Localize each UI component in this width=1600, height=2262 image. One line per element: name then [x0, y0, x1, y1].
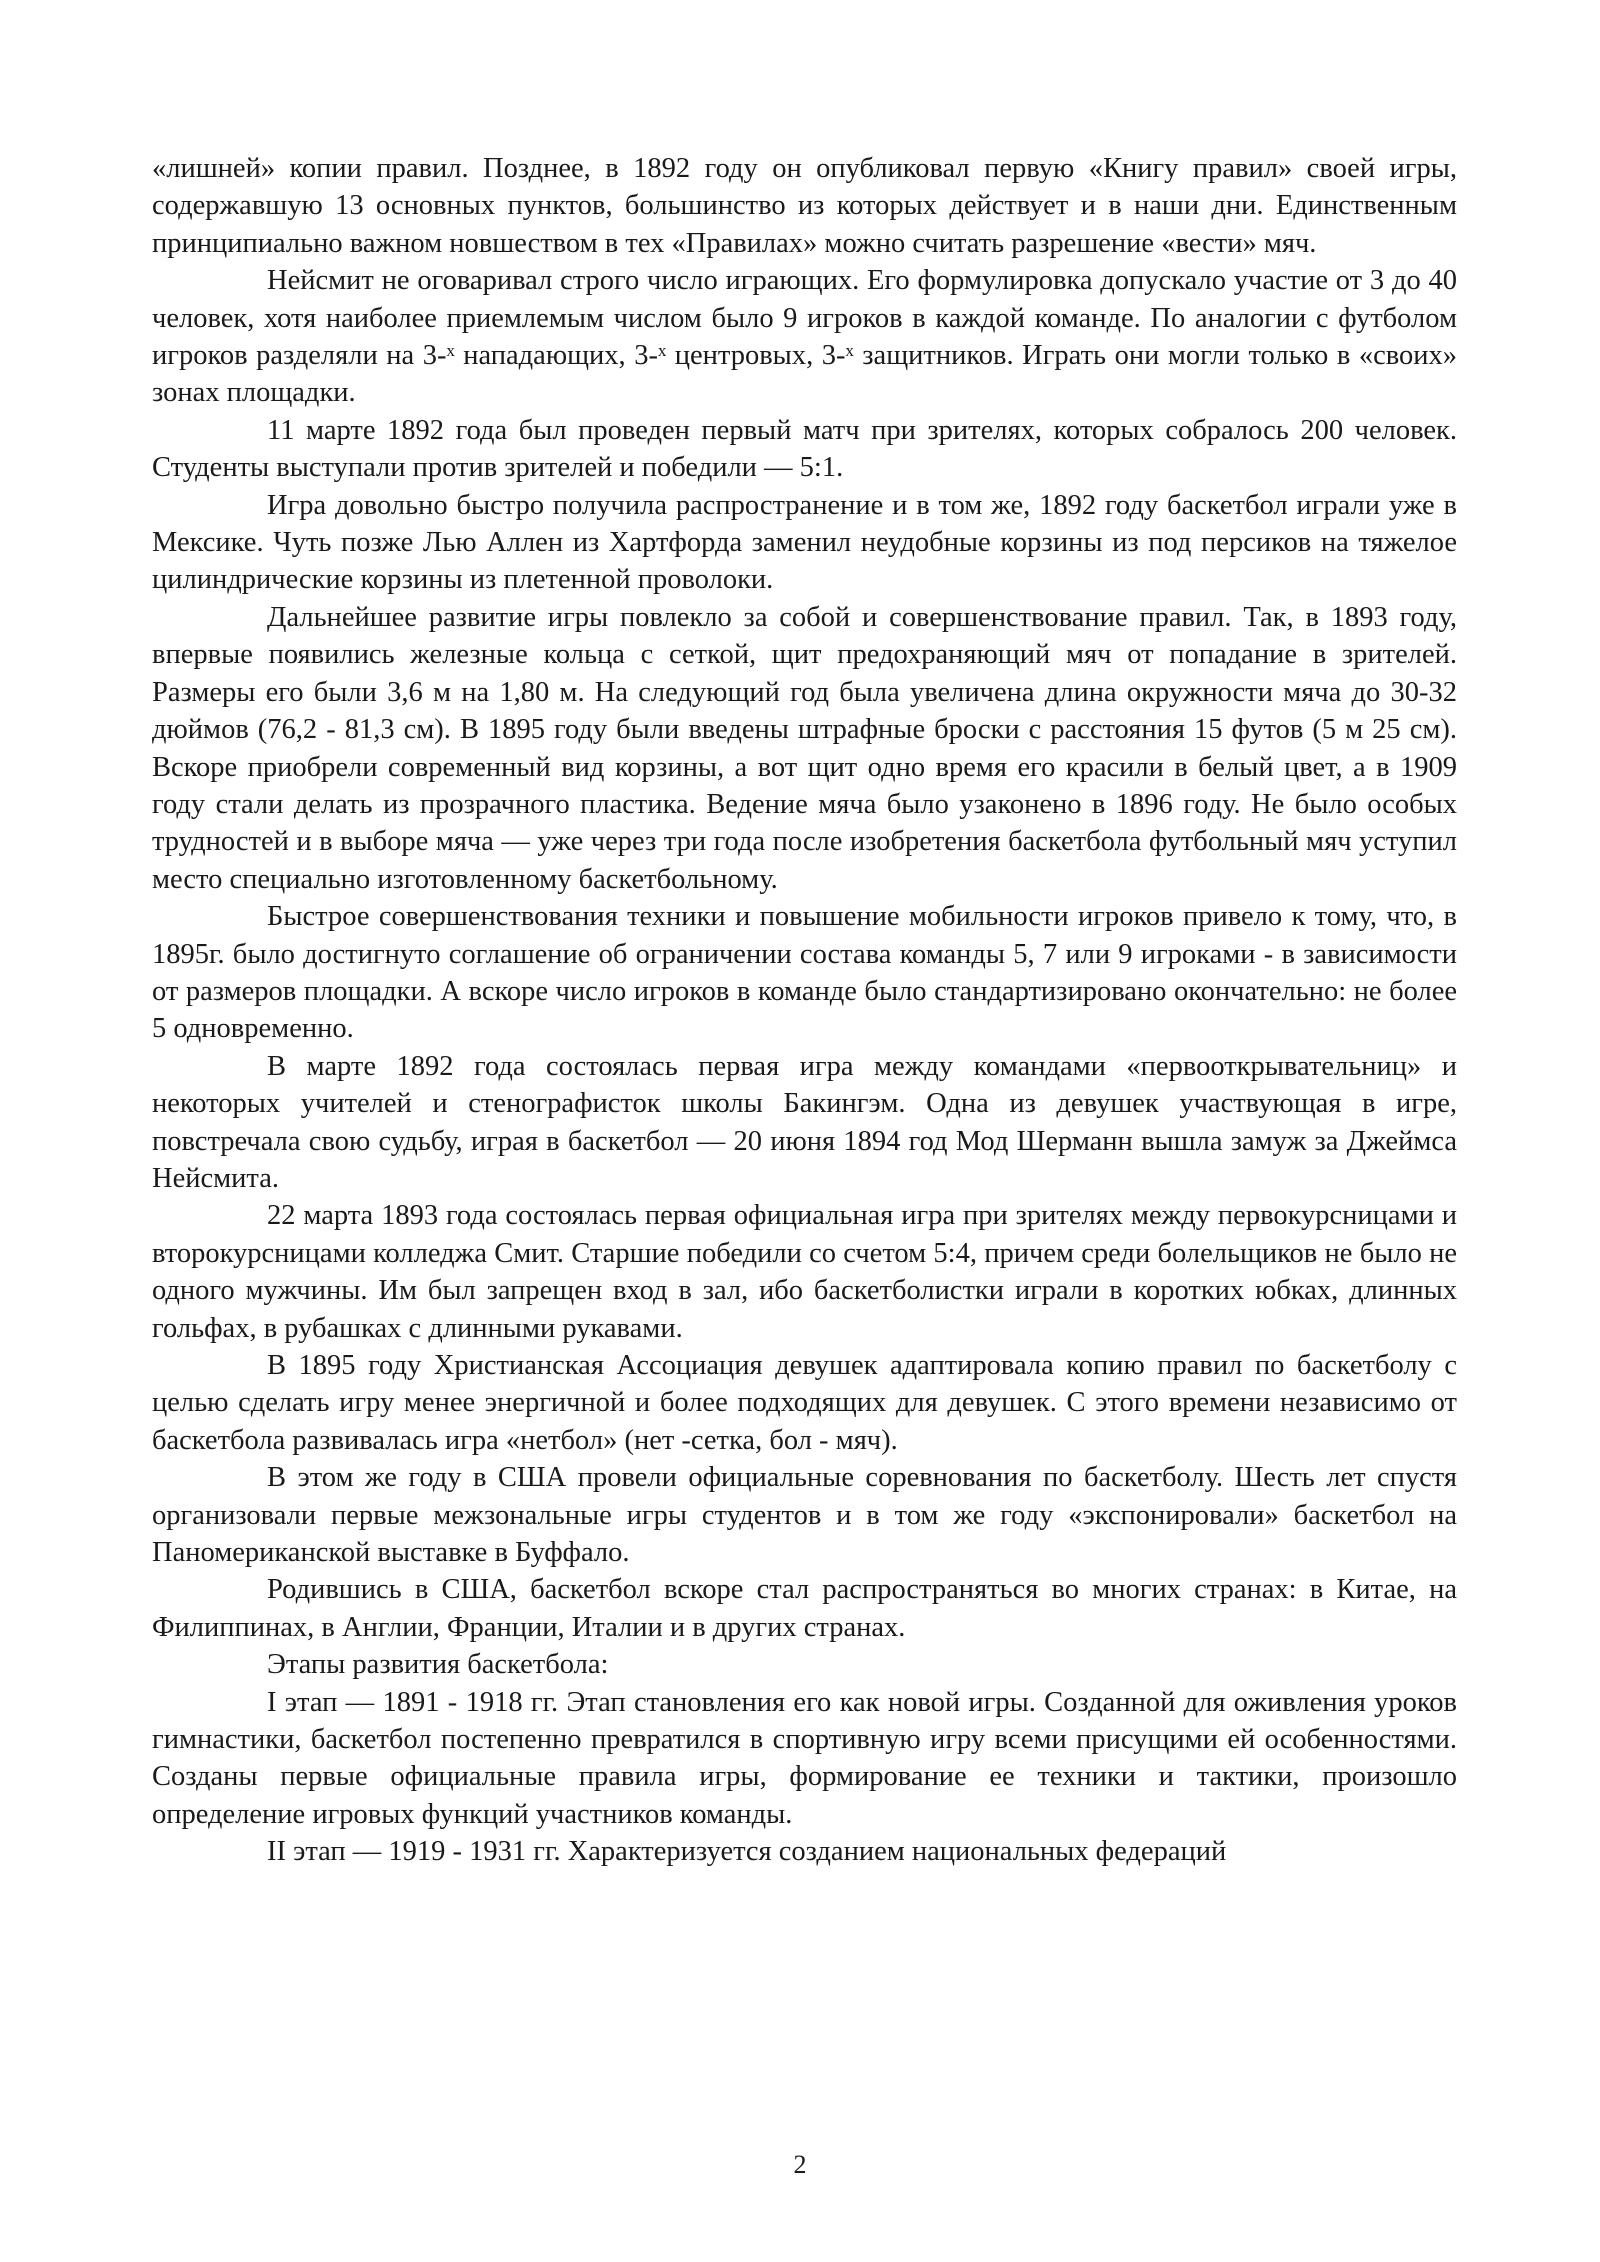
paragraph-netball: В 1895 году Христианская Ассоциация девушек адаптировала копию правил по баскетболу с целью сделать игру менее энергичной и более подходящих для девушек. С этого времени независимо от баскетбола развивалась игра «нетбол» (нет -сетка, бол - мяч). — [152, 1350, 1457, 1456]
paragraph-smith-college: 22 марта 1893 года состоялась первая официальная игра при зрителях между первокурсницами и второкурсницами колледжа Смит. Старшие победили со счетом 5:4, причем среди болельщиков не было не одного мужчины. Им был запрещен вход в зал, ибо баскетболистки играли в коротких юбках, длинных гольфах, в рубашках с длинными рукавами. — [152, 1200, 1457, 1344]
paragraph-first-match: 11 марте 1892 года был проведен первый матч при зрителях, которых собралось 200 человек. Студенты выступали против зрителей и победили — 5:1. — [152, 414, 1457, 484]
paragraph-number-of-players: Нейсмит не оговаривал строго число играющих. Его формулировка допускало участие от 3 до 40 человек, хотя наиболее приемлемым числом было 9 игроков в каждой команде. По аналогии с футболом игроков разделяли на 3-ˣ нападающих, 3-ˣ центровых, 3-ˣ защитников. Играть они могли только в «своих» зонах площадки. — [152, 265, 1457, 409]
paragraph-usa-competitions: В этом же году в США провели официальные соревнования по баскетболу. Шесть лет спустя организовали первые межзональные игры студентов и в том же году «экспонировали» баскетбол на Паномериканской выставке в Буффало. — [152, 1462, 1457, 1569]
paragraph-stage-two: II этап — 1919 - 1931 гг. Характеризуется созданием национальных федераций — [267, 1836, 1227, 1868]
paragraph-stages-heading: Этапы развития баскетбола: — [267, 1649, 609, 1681]
paragraph-women-first-game: В марте 1892 года состоялась первая игра между командами «первооткрывательниц» и некоторых учителей и стенографисток школы Бакингэм. Одна из девушек участвующая в игре, повстречала свою судьбу, играя в баскетбол — 20 июня 1894 год Мод Шерманн вышла замуж за Джеймса Нейсмита. — [152, 1050, 1457, 1194]
paragraph-rules-development: Дальнейшее развитие игры повлекло за собой и совершенствование правил. Так, в 1893 году, впервые появились железные кольца с сеткой, щит предохраняющий мяч от попадание в зрителей. Размеры его были 3,6 м на 1,80 м. На следующий год была увеличена длина окружности мяча до 30-32 дюймов (76,2 - 81,3 см). В 1895 году были введены штрафные броски с расстояния 15 футов (5 м 25 см). Вскоре приобрели современный вид корзины, а вот щит одно время его красили в белый цвет, а в 1909 году стали делать из прозрачного пластика. Ведение мяча было узаконено в 1896 году. Не было особых трудностей и в выборе мяча — уже через три года после изобретения баскетбола футбольный мяч уступил место специально изготовленному баскетбольному. — [152, 601, 1457, 895]
paragraph-team-size: Быстрое совершенствования техники и повышение мобильности игроков привело к тому, что, в 1895г. было достигнуто соглашение об ограничении состава команды 5, 7 или 9 игроками - в зависимости от размеров площадки. А вскоре число игроков в команде было стандартизировано окончательно: не более 5 одновременно. — [152, 901, 1457, 1045]
paragraph-stage-one: I этап — 1891 - 1918 гг. Этап становления его как новой игры. Созданной для оживления уроков гимнастики, баскетбол постепенно превратился в спортивную игру всеми присущими ей особенностями. Созданы первые официальные правила игры, формирование ее техники и тактики, произошло определение игровых функций участников команды. — [152, 1686, 1457, 1830]
page-number: 2 — [793, 2150, 807, 2179]
paragraph-spread-mexico: Игра довольно быстро получила распространение и в том же, 1892 году баскетбол играли уже в Мексике. Чуть позже Лью Аллен из Хартфорда заменил неудобные корзины из под персиков на тяжелое цилиндрические корзины из плетенной проволоки. — [152, 489, 1457, 596]
document-body — [152, 150, 1457, 1871]
paragraph-spread-countries: Родившись в США, баскетбол вскоре стал распространяться во многих странах: в Китае, на Филиппинах, в Англии, Франции, Италии и в других странах. — [152, 1574, 1457, 1643]
paragraph-rules-book: «лишней» копии правил. Позднее, в 1892 году он опубликовал первую «Книгу правил» своей игры, содержавшую 13 основных пунктов, большинство из которых действует и в наши дни. Единственным принципиально важном новшеством в тех «Правилах» можно считать разрешение «вести» мяч. — [152, 153, 1457, 259]
